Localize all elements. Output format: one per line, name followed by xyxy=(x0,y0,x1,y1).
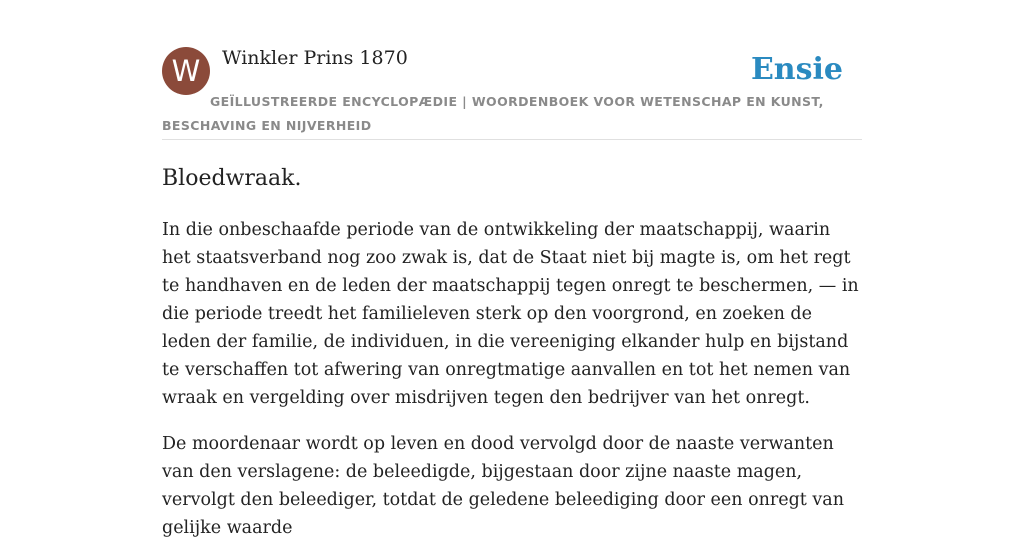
article-paragraph-1: In die onbeschaafde periode van de ontwikkeling der maatschappij, waarin het staatsverband nog zoo zwak is, dat de Staat niet bij magte is, om het regt te handhaven en de leden der maatschappij tegen onregt te beschermen, — in die periode treedt het familieleven sterk op den voorgrond, en zoeken de leden der familie, de individuen, in die vereeniging elkander hulp en bijstand te verschaffen tot afwering van onregtmatige aanvallen en tot het nemen van wraak en vergelding over misdrijven tegen den bedrijver van het onregt. xyxy=(162,220,859,408)
article-paragraph-2: De moordenaar wordt op leven en dood vervolgd door de naaste verwanten van den verslagene: de beleedigde, bijgestaan door zijne naaste magen, vervolgt den beleediger, totdat de geledene beleediging door een onregt van gelijke waarde xyxy=(162,434,844,538)
ensie-logo-link[interactable]: Ensie xyxy=(750,52,843,87)
article-title: Bloedwraak. xyxy=(162,166,302,191)
article-content xyxy=(162,164,864,542)
source-subtitle: GEÏLLUSTREERDE ENCYCLOPÆDIE | WOORDENBOEK VOOR WETENSCHAP EN KUNST, BESCHAVING EN NIJVERHEID xyxy=(162,94,824,133)
source-title[interactable]: Winkler Prins 1870 xyxy=(222,47,408,69)
source-avatar[interactable]: W xyxy=(162,47,210,95)
page-header xyxy=(162,46,862,140)
